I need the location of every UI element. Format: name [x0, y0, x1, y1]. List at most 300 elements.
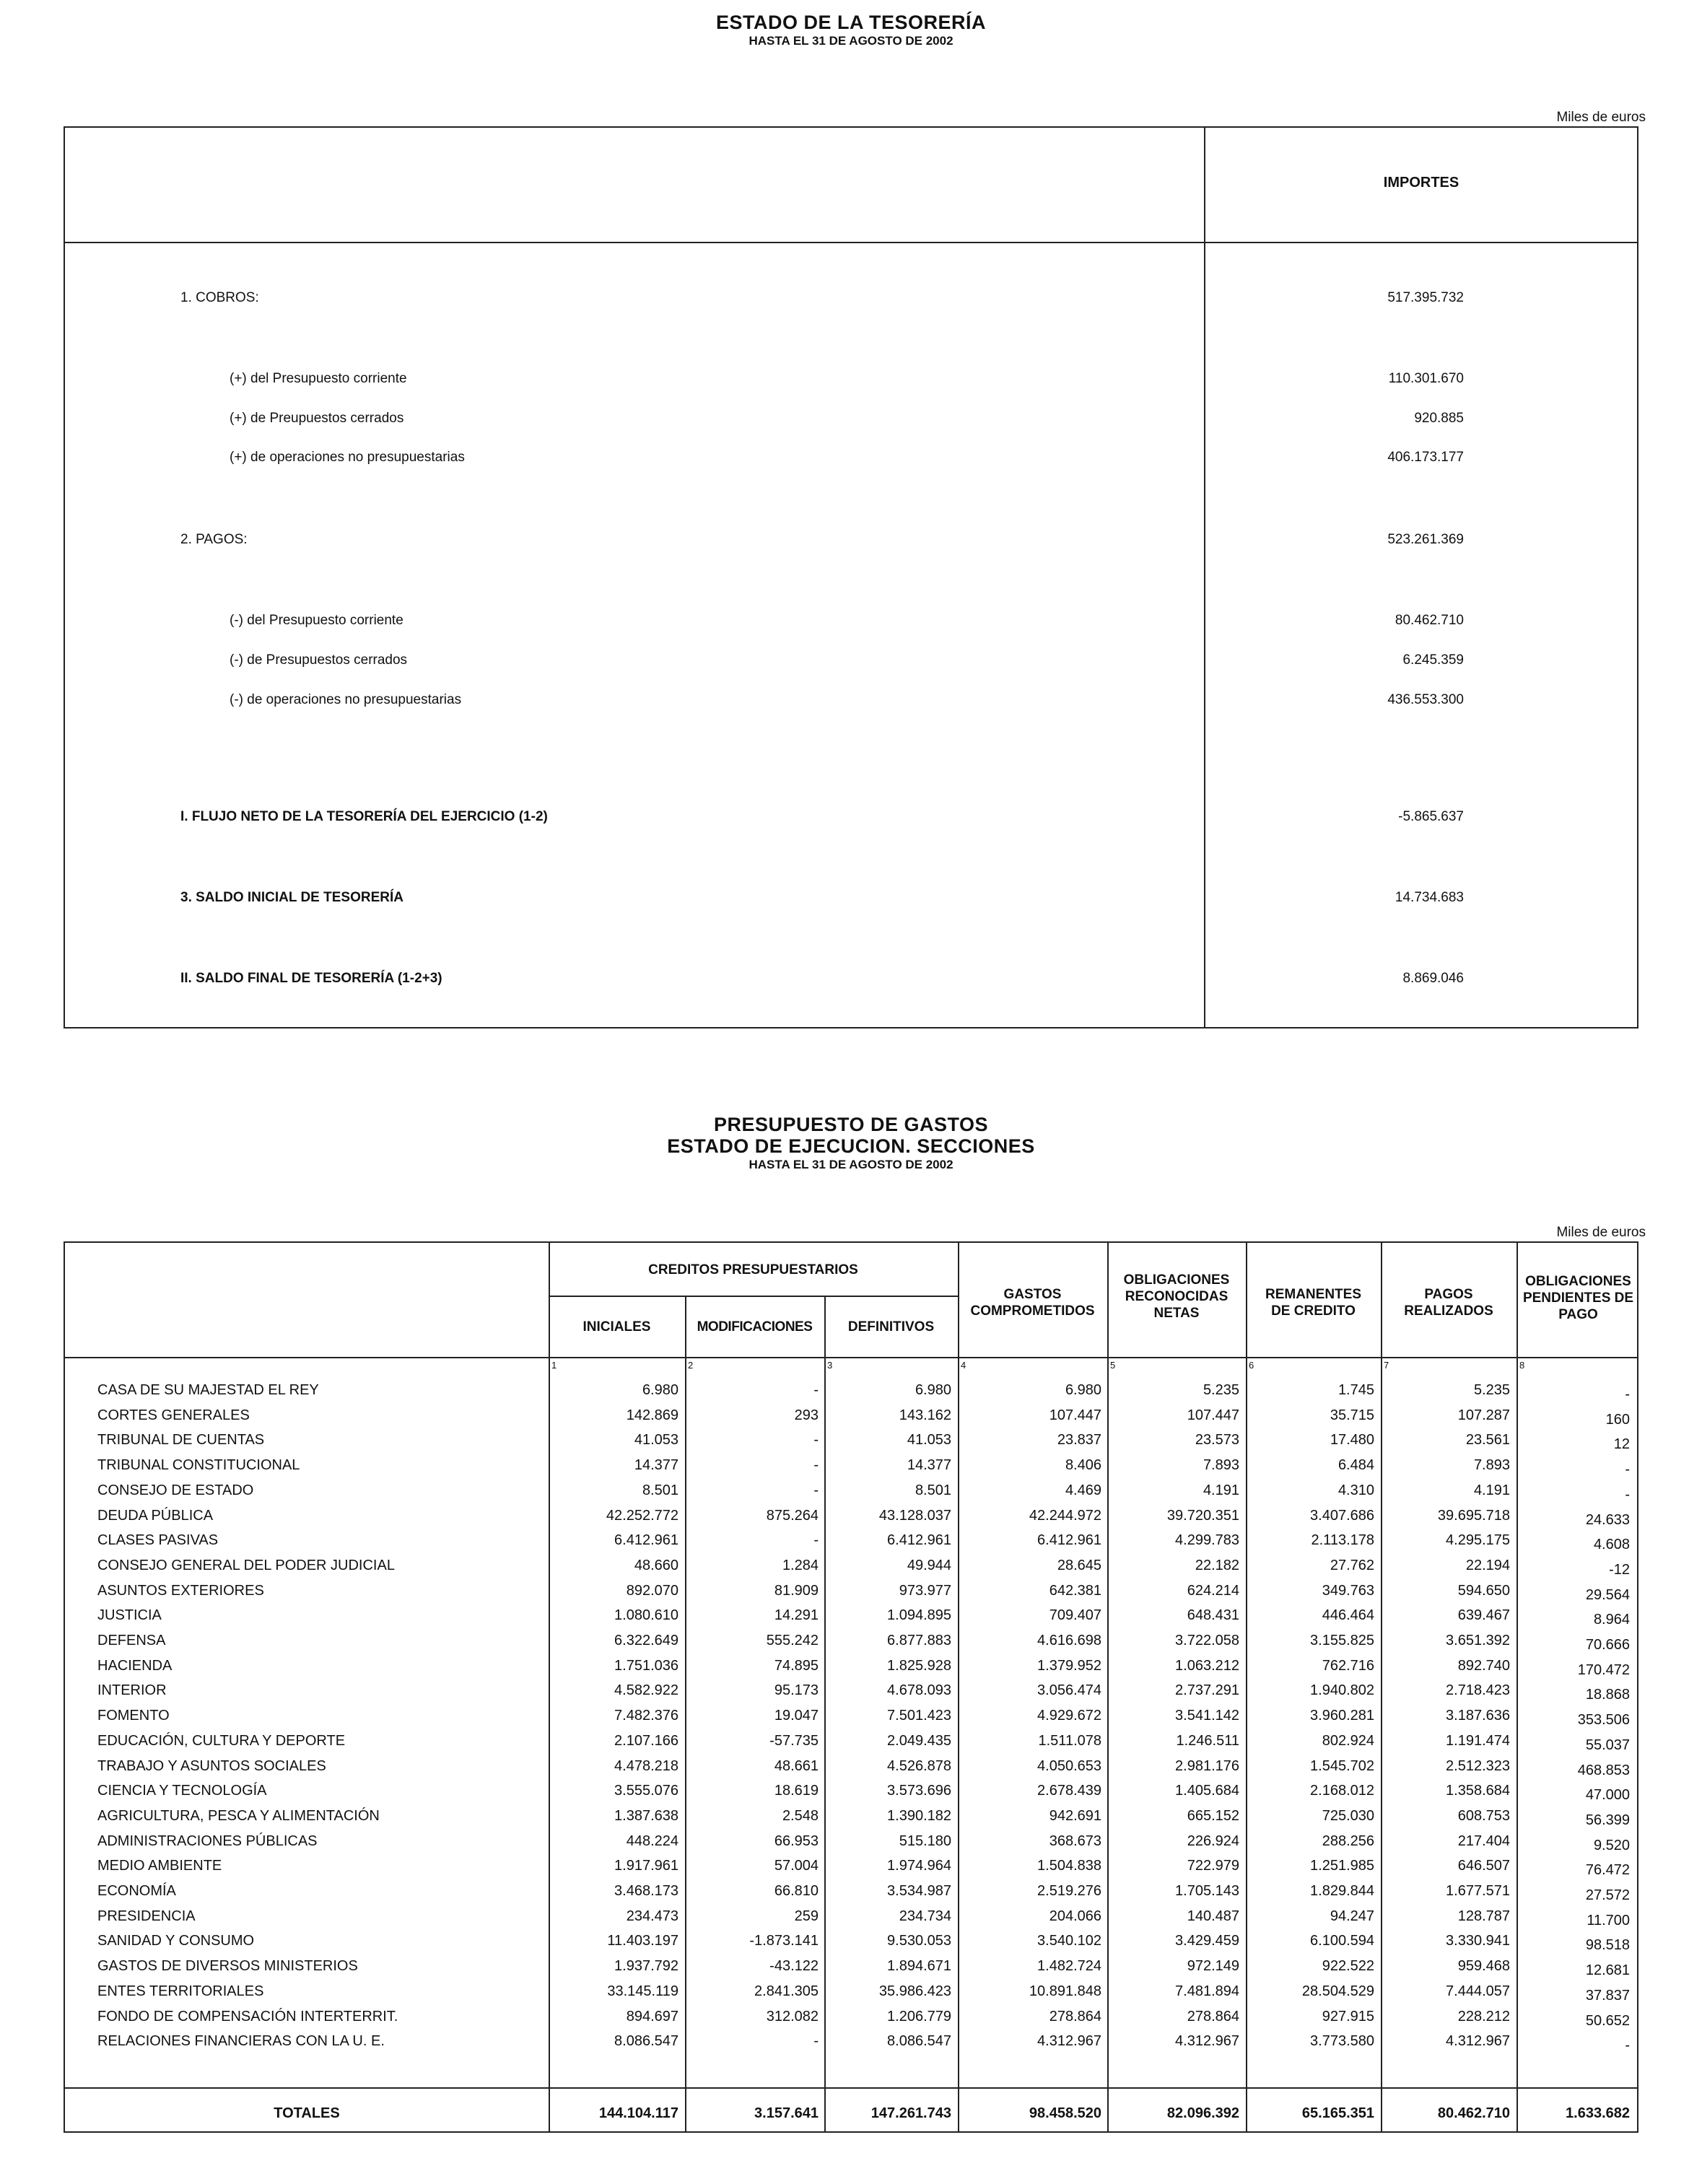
- cell-iniciales: 33.145.119: [607, 1983, 678, 1999]
- header-pagos-line1: PAGOS: [1424, 1287, 1473, 1302]
- cell-comprometidos: 204.066: [1049, 1908, 1101, 1924]
- cell-remanentes: 27.762: [1330, 1557, 1374, 1573]
- cell-iniciales: 448.224: [626, 1833, 678, 1849]
- cell-remanentes: 2.168.012: [1310, 1783, 1374, 1799]
- table-row: [65, 1933, 1637, 1957]
- cell-modificaciones: -: [813, 1532, 819, 1549]
- header-gastos-comprometidos: [958, 1286, 1107, 1319]
- cell-pagos: 5.235: [1473, 1382, 1510, 1398]
- section-name: ENTES TERRITORIALES: [97, 1983, 264, 1999]
- cell-pendientes: 170.472: [1577, 1661, 1630, 1678]
- cell-remanentes: 922.522: [1322, 1958, 1374, 1975]
- col-number: 6: [1249, 1360, 1254, 1371]
- header-obligaciones-reconocidas: [1107, 1272, 1246, 1322]
- cell-pendientes: 37.837: [1585, 1987, 1630, 2004]
- section-name: AGRICULTURA, PESCA Y ALIMENTACIÓN: [97, 1807, 380, 1824]
- treasury-table: [64, 126, 1638, 1028]
- cell-obligaciones: 7.481.894: [1175, 1983, 1239, 1999]
- table-row: [65, 1858, 1637, 1882]
- treasury-row-label: II. SALDO FINAL DE TESORERÍA (1-2+3): [180, 971, 442, 986]
- cell-remanentes: 1.745: [1337, 1382, 1374, 1398]
- cell-iniciales: 3.555.076: [614, 1783, 678, 1799]
- table-row: [65, 1633, 1637, 1657]
- section-name: CLASES PASIVAS: [97, 1532, 219, 1549]
- treasury-row: [65, 652, 1637, 674]
- cell-obligaciones: 3.541.142: [1175, 1708, 1239, 1724]
- cell-comprometidos: 6.980: [1065, 1382, 1101, 1398]
- cell-pendientes: 55.037: [1585, 1737, 1630, 1753]
- header-rem-line1: REMANENTES: [1265, 1287, 1361, 1302]
- header-definitivos: DEFINITIVOS: [847, 1319, 935, 1335]
- cell-remanentes: 3.960.281: [1310, 1708, 1374, 1724]
- cell-comprometidos: 2.519.276: [1037, 1883, 1101, 1899]
- section-name: MEDIO AMBIENTE: [97, 1858, 222, 1874]
- cell-pendientes: 76.472: [1585, 1862, 1630, 1879]
- header-modificaciones: MODIFICACIONES: [697, 1319, 813, 1335]
- treasury-row-amount: 8.869.046: [1402, 971, 1464, 986]
- cell-pendientes: -: [1625, 1486, 1630, 1503]
- cell-comprometidos: 42.244.972: [1029, 1507, 1101, 1524]
- cell-comprometidos: 10.891.848: [1029, 1983, 1101, 1999]
- treasury-row-label: I. FLUJO NETO DE LA TESORERÍA DEL EJERCICIO (1-2): [180, 809, 548, 824]
- table-row: [65, 1558, 1637, 1582]
- cell-remanentes: 288.256: [1322, 1833, 1374, 1849]
- table-row: [65, 1808, 1637, 1833]
- cell-remanentes: 1.829.844: [1310, 1883, 1374, 1899]
- cell-comprometidos: 1.504.838: [1037, 1858, 1101, 1874]
- cell-remanentes: 35.715: [1330, 1407, 1374, 1423]
- cell-definitivos: 1.894.671: [887, 1958, 951, 1975]
- treasury-title-block: [0, 12, 1702, 49]
- cell-pagos: 2.512.323: [1446, 1757, 1510, 1774]
- cell-definitivos: 1.825.928: [887, 1657, 951, 1674]
- cell-comprometidos: 4.616.698: [1037, 1633, 1101, 1648]
- gastos-table: [64, 1241, 1638, 2133]
- cell-comprometidos: 6.412.961: [1037, 1532, 1101, 1549]
- cell-obligaciones: 3.722.058: [1175, 1633, 1239, 1648]
- cell-modificaciones: 14.291: [774, 1607, 819, 1624]
- cell-definitivos: 9.530.053: [887, 1933, 951, 1949]
- cell-pendientes: 47.000: [1585, 1787, 1630, 1804]
- cell-pagos: 217.404: [1457, 1833, 1510, 1849]
- cell-iniciales: 14.377: [634, 1457, 678, 1474]
- cell-remanentes: 802.924: [1322, 1732, 1374, 1749]
- total-modificaciones: 3.157.641: [754, 2105, 819, 2121]
- table-row: [65, 1432, 1637, 1456]
- cell-modificaciones: 2.841.305: [754, 1983, 819, 1999]
- cell-obligaciones: 722.979: [1187, 1858, 1239, 1874]
- cell-pendientes: 12.681: [1585, 1962, 1630, 1979]
- cell-iniciales: 4.582.922: [614, 1682, 678, 1699]
- total-iniciales: 144.104.117: [598, 2105, 678, 2121]
- total-definitivos: 147.261.743: [870, 2105, 951, 2121]
- cell-definitivos: 49.944: [907, 1557, 951, 1573]
- cell-modificaciones: 259: [794, 1908, 819, 1924]
- cell-iniciales: 11.403.197: [607, 1933, 678, 1949]
- cell-iniciales: 4.478.218: [614, 1757, 678, 1774]
- cell-obligaciones: 1.063.212: [1175, 1657, 1239, 1674]
- cell-modificaciones: -1.873.141: [749, 1933, 819, 1949]
- section-name: TRABAJO Y ASUNTOS SOCIALES: [97, 1757, 326, 1774]
- section-name: CONSEJO GENERAL DEL PODER JUDICIAL: [97, 1557, 395, 1573]
- cell-pagos: 4.191: [1473, 1482, 1510, 1498]
- table-row: [65, 1708, 1637, 1732]
- treasury-row-amount: 920.885: [1414, 411, 1464, 426]
- cell-modificaciones: 74.895: [774, 1657, 819, 1674]
- cell-pendientes: -12: [1609, 1561, 1630, 1578]
- cell-pagos: 22.194: [1465, 1557, 1510, 1573]
- gastos-date: HASTA EL 31 DE AGOSTO DE 2002: [749, 1158, 953, 1171]
- cell-obligaciones: 107.447: [1187, 1407, 1239, 1423]
- cell-definitivos: 1.206.779: [887, 2008, 951, 2024]
- header-pagos-line2: REALIZADOS: [1404, 1303, 1493, 1319]
- section-name: INTERIOR: [97, 1682, 167, 1699]
- cell-comprometidos: 3.540.102: [1037, 1933, 1101, 1949]
- header-gastos-line1: GASTOS: [1003, 1287, 1062, 1302]
- treasury-row-label: 1. COBROS:: [180, 290, 259, 305]
- header-pend-line1: OBLIGACIONES: [1525, 1274, 1631, 1289]
- section-name: RELACIONES FINANCIERAS CON LA U. E.: [97, 2033, 385, 2050]
- cell-definitivos: 7.501.423: [887, 1708, 951, 1724]
- cell-modificaciones: 293: [794, 1407, 819, 1423]
- cell-remanentes: 28.504.529: [1301, 1983, 1374, 1999]
- cell-pendientes: -: [1625, 1462, 1630, 1478]
- gastos-header-line: [65, 1357, 1637, 1358]
- cell-remanentes: 6.484: [1337, 1457, 1374, 1474]
- cell-remanentes: 3.155.825: [1310, 1633, 1374, 1648]
- section-name: DEFENSA: [97, 1633, 166, 1648]
- treasury-row: [65, 532, 1637, 554]
- cell-iniciales: 1.917.961: [614, 1858, 678, 1874]
- col-number: 5: [1110, 1360, 1116, 1371]
- cell-pendientes: 24.633: [1585, 1511, 1630, 1528]
- section-name: FOMENTO: [97, 1708, 170, 1724]
- table-row: [65, 1783, 1637, 1807]
- header-pend-line3: PAGO: [1558, 1307, 1598, 1322]
- cell-modificaciones: 18.619: [774, 1783, 819, 1799]
- cell-remanentes: 762.716: [1322, 1657, 1374, 1674]
- table-row: [65, 1508, 1637, 1532]
- section-name: ASUNTOS EXTERIORES: [97, 1582, 264, 1599]
- total-pendientes: 1.633.682: [1566, 2105, 1630, 2121]
- cell-iniciales: 6.412.961: [614, 1532, 678, 1549]
- gastos-units: Miles de euros: [1556, 1225, 1646, 1240]
- section-name: HACIENDA: [97, 1657, 173, 1674]
- cell-pagos: 7.893: [1473, 1457, 1510, 1474]
- col-number: 2: [688, 1360, 694, 1371]
- section-name: FONDO DE COMPENSACIÓN INTERTERRIT.: [97, 2008, 398, 2024]
- table-row: [65, 1908, 1637, 1933]
- cell-comprometidos: 4.929.672: [1037, 1708, 1101, 1724]
- header-remanentes: [1246, 1286, 1381, 1319]
- cell-modificaciones: 48.661: [774, 1757, 819, 1774]
- treasury-row: [65, 809, 1637, 831]
- cell-remanentes: 1.251.985: [1310, 1858, 1374, 1874]
- cell-comprometidos: 8.406: [1065, 1457, 1101, 1474]
- treasury-row-label: 2. PAGOS:: [180, 532, 248, 547]
- cell-modificaciones: -: [813, 1457, 819, 1474]
- cell-obligaciones: 972.149: [1187, 1958, 1239, 1975]
- cell-remanentes: 6.100.594: [1310, 1933, 1374, 1949]
- cell-obligaciones: 648.431: [1187, 1607, 1239, 1624]
- cell-iniciales: 234.473: [626, 1908, 678, 1924]
- cell-pendientes: 56.399: [1585, 1812, 1630, 1828]
- treasury-row: [65, 613, 1637, 634]
- header-pend-line2: PENDIENTES DE: [1522, 1290, 1634, 1306]
- cell-obligaciones: 4.191: [1203, 1482, 1239, 1498]
- cell-pagos: 639.467: [1457, 1607, 1510, 1624]
- cell-definitivos: 1.390.182: [887, 1807, 951, 1824]
- table-row: [65, 1958, 1637, 1983]
- treasury-importes-header: IMPORTES: [1383, 175, 1459, 191]
- cell-remanentes: 4.310: [1337, 1482, 1374, 1498]
- treasury-row-amount: 406.173.177: [1387, 450, 1464, 465]
- cell-modificaciones: 66.810: [774, 1883, 819, 1899]
- table-row: [65, 1607, 1637, 1632]
- cell-pagos: 128.787: [1457, 1908, 1510, 1924]
- cell-iniciales: 41.053: [634, 1432, 678, 1449]
- cell-remanentes: 17.480: [1330, 1432, 1374, 1449]
- cell-obligaciones: 2.981.176: [1175, 1757, 1239, 1774]
- cell-iniciales: 6.980: [642, 1382, 678, 1398]
- cell-comprometidos: 2.678.439: [1037, 1783, 1101, 1799]
- total-comprometidos: 98.458.520: [1029, 2105, 1101, 2121]
- treasury-row: [65, 971, 1637, 992]
- cell-obligaciones: 4.312.967: [1175, 2033, 1239, 2050]
- cell-modificaciones: 19.047: [774, 1708, 819, 1724]
- cell-obligaciones: 140.487: [1187, 1908, 1239, 1924]
- cell-pagos: 892.740: [1457, 1657, 1510, 1674]
- cell-pagos: 228.212: [1457, 2008, 1510, 2024]
- cell-definitivos: 3.573.696: [887, 1783, 951, 1799]
- cell-remanentes: 94.247: [1330, 1908, 1374, 1924]
- treasury-row: [65, 890, 1637, 912]
- header-gastos-line2: COMPROMETIDOS: [970, 1303, 1095, 1319]
- header-oblig-line1: OBLIGACIONES: [1123, 1272, 1230, 1288]
- cell-definitivos: 8.086.547: [887, 2033, 951, 2050]
- table-row: [65, 2033, 1637, 2058]
- cell-pagos: 1.677.571: [1446, 1883, 1510, 1899]
- cell-remanentes: 1.940.802: [1310, 1682, 1374, 1699]
- cell-pagos: 39.695.718: [1437, 1507, 1510, 1524]
- cell-obligaciones: 7.893: [1203, 1457, 1239, 1474]
- treasury-title: ESTADO DE LA TESORERÍA: [715, 12, 987, 33]
- cell-comprometidos: 642.381: [1049, 1582, 1101, 1599]
- cell-obligaciones: 665.152: [1187, 1807, 1239, 1824]
- table-row: [65, 1532, 1637, 1557]
- treasury-row-amount: 517.395.732: [1387, 290, 1464, 305]
- table-row: [65, 2009, 1637, 2033]
- cell-remanentes: 446.464: [1322, 1607, 1374, 1624]
- cell-definitivos: 6.980: [915, 1382, 951, 1398]
- treasury-row-amount: 14.734.683: [1395, 890, 1464, 905]
- treasury-row-label: (-) de Presupuestos cerrados: [230, 652, 408, 668]
- treasury-units: Miles de euros: [1556, 110, 1646, 125]
- cell-remanentes: 725.030: [1322, 1807, 1374, 1824]
- table-row: [65, 1457, 1637, 1482]
- cell-modificaciones: 95.173: [774, 1682, 819, 1699]
- cell-definitivos: 35.986.423: [878, 1983, 951, 1999]
- cell-definitivos: 6.412.961: [887, 1532, 951, 1549]
- cell-comprometidos: 942.691: [1049, 1807, 1101, 1824]
- cell-comprometidos: 709.407: [1049, 1607, 1101, 1624]
- treasury-row-label: (+) de Preupuestos cerrados: [230, 411, 404, 426]
- cell-pendientes: 8.964: [1593, 1612, 1630, 1628]
- table-row: [65, 1733, 1637, 1757]
- cell-comprometidos: 107.447: [1049, 1407, 1101, 1423]
- cell-pagos: 1.191.474: [1446, 1732, 1510, 1749]
- treasury-row-amount: 80.462.710: [1395, 613, 1464, 628]
- cell-modificaciones: 555.242: [766, 1633, 819, 1648]
- cell-pagos: 3.651.392: [1446, 1633, 1510, 1648]
- cell-definitivos: 43.128.037: [878, 1507, 951, 1524]
- section-name: ECONOMÍA: [97, 1883, 176, 1899]
- cell-comprometidos: 1.379.952: [1037, 1657, 1101, 1674]
- section-name: CONSEJO DE ESTADO: [97, 1482, 254, 1498]
- section-name: CASA DE SU MAJESTAD EL REY: [97, 1382, 319, 1398]
- section-name: TRIBUNAL DE CUENTAS: [97, 1432, 265, 1449]
- cell-modificaciones: 66.953: [774, 1833, 819, 1849]
- section-name: GASTOS DE DIVERSOS MINISTERIOS: [97, 1958, 358, 1975]
- cell-definitivos: 973.977: [899, 1582, 951, 1599]
- cell-obligaciones: 2.737.291: [1175, 1682, 1239, 1699]
- gastos-totals-line: [65, 2087, 1637, 2089]
- cell-pendientes: 468.853: [1577, 1762, 1630, 1778]
- table-row: [65, 1682, 1637, 1707]
- cell-obligaciones: 5.235: [1203, 1382, 1239, 1398]
- cell-iniciales: 8.501: [642, 1482, 678, 1498]
- cell-definitivos: 234.734: [899, 1908, 951, 1924]
- cell-definitivos: 41.053: [907, 1432, 951, 1449]
- cell-definitivos: 1.094.895: [887, 1607, 951, 1624]
- treasury-row-label: (-) de operaciones no presupuestarias: [230, 692, 462, 707]
- cell-comprometidos: 3.056.474: [1037, 1682, 1101, 1699]
- header-iniciales: INICIALES: [582, 1319, 651, 1335]
- treasury-row: [65, 411, 1637, 432]
- section-name: ADMINISTRACIONES PÚBLICAS: [97, 1833, 318, 1849]
- treasury-row-label: (+) del Presupuesto corriente: [230, 371, 407, 386]
- cell-pagos: 594.650: [1457, 1582, 1510, 1599]
- cell-remanentes: 2.113.178: [1311, 1532, 1374, 1549]
- cell-pendientes: 353.506: [1577, 1712, 1630, 1729]
- cell-obligaciones: 23.573: [1195, 1432, 1239, 1449]
- cell-comprometidos: 278.864: [1049, 2008, 1101, 2024]
- treasury-row-label: 3. SALDO INICIAL DE TESORERÍA: [180, 890, 403, 905]
- treasury-row-label: (-) del Presupuesto corriente: [230, 613, 403, 628]
- cell-comprometidos: 1.511.078: [1038, 1732, 1101, 1749]
- section-name: CORTES GENERALES: [97, 1407, 250, 1423]
- cell-definitivos: 3.534.987: [887, 1883, 951, 1899]
- cell-pendientes: 160: [1605, 1411, 1630, 1428]
- section-name: SANIDAD Y CONSUMO: [97, 1933, 255, 1949]
- cell-modificaciones: -57.735: [769, 1732, 819, 1749]
- cell-iniciales: 6.322.649: [614, 1633, 678, 1648]
- treasury-header-divider: [65, 242, 1637, 243]
- cell-remanentes: 3.407.686: [1310, 1507, 1374, 1524]
- gastos-title-block: [0, 1114, 1702, 1173]
- cell-remanentes: 349.763: [1322, 1582, 1374, 1599]
- cell-obligaciones: 226.924: [1187, 1833, 1239, 1849]
- gastos-subtitle: ESTADO DE EJECUCION. SECCIONES: [667, 1135, 1035, 1157]
- cell-modificaciones: 57.004: [774, 1858, 819, 1874]
- treasury-row-amount: 6.245.359: [1402, 652, 1464, 668]
- cell-pendientes: -: [1625, 1386, 1630, 1402]
- cell-pagos: 3.330.941: [1446, 1933, 1510, 1949]
- cell-pendientes: 4.608: [1593, 1537, 1630, 1553]
- cell-pagos: 959.468: [1457, 1958, 1510, 1975]
- cell-pendientes: 18.868: [1585, 1687, 1630, 1703]
- gastos-group-header: CREDITOS PRESUPUESTARIOS: [648, 1262, 858, 1277]
- cell-modificaciones: -: [813, 1482, 819, 1498]
- cell-definitivos: 4.678.093: [887, 1682, 951, 1699]
- total-pagos: 80.462.710: [1437, 2105, 1510, 2121]
- header-oblig-line2: RECONOCIDAS: [1125, 1289, 1229, 1304]
- table-row: [65, 1833, 1637, 1858]
- section-name: PRESIDENCIA: [97, 1908, 196, 1924]
- cell-iniciales: 2.107.166: [614, 1732, 678, 1749]
- section-name: EDUCACIÓN, CULTURA Y DEPORTE: [97, 1732, 346, 1749]
- cell-pagos: 3.187.636: [1446, 1708, 1510, 1724]
- table-row: [65, 1382, 1637, 1407]
- cell-pendientes: 9.520: [1593, 1837, 1630, 1853]
- cell-comprometidos: 1.482.724: [1037, 1958, 1101, 1975]
- cell-pagos: 4.312.967: [1446, 2033, 1510, 2050]
- col-number: 7: [1384, 1360, 1389, 1371]
- cell-remanentes: 1.545.702: [1310, 1757, 1374, 1774]
- total-obligaciones: 82.096.392: [1166, 2105, 1239, 2121]
- treasury-row: [65, 371, 1637, 393]
- cell-iniciales: 1.751.036: [614, 1657, 678, 1674]
- treasury-row-amount: -5.865.637: [1398, 809, 1464, 824]
- cell-remanentes: 3.773.580: [1310, 2033, 1374, 2050]
- treasury-row-amount: 110.301.670: [1388, 371, 1464, 386]
- cell-iniciales: 1.080.610: [614, 1607, 678, 1624]
- cell-pagos: 608.753: [1457, 1807, 1510, 1824]
- cell-obligaciones: 624.214: [1187, 1582, 1239, 1599]
- cell-obligaciones: 1.705.143: [1175, 1883, 1239, 1899]
- table-row: [65, 1883, 1637, 1908]
- col-number: 4: [961, 1360, 966, 1371]
- treasury-row: [65, 290, 1637, 312]
- cell-comprometidos: 23.837: [1057, 1432, 1101, 1449]
- cell-pendientes: 29.564: [1585, 1586, 1630, 1603]
- cell-modificaciones: -: [813, 1382, 819, 1398]
- cell-iniciales: 142.869: [626, 1407, 678, 1423]
- cell-comprometidos: 368.673: [1049, 1833, 1101, 1849]
- cell-iniciales: 48.660: [634, 1557, 678, 1573]
- cell-pagos: 4.295.175: [1446, 1532, 1510, 1549]
- cell-modificaciones: -: [813, 1432, 819, 1449]
- cell-iniciales: 894.697: [626, 2008, 678, 2024]
- cell-modificaciones: 2.548: [782, 1807, 819, 1824]
- cell-obligaciones: 3.429.459: [1175, 1933, 1239, 1949]
- cell-modificaciones: 81.909: [774, 1582, 819, 1599]
- cell-pagos: 1.358.684: [1446, 1783, 1510, 1799]
- cell-modificaciones: -: [813, 2033, 819, 2050]
- cell-obligaciones: 1.405.684: [1175, 1783, 1239, 1799]
- table-row: [65, 1583, 1637, 1607]
- table-row: [65, 1983, 1637, 2008]
- header-oblig-line3: NETAS: [1153, 1306, 1200, 1321]
- cell-definitivos: 8.501: [915, 1482, 951, 1498]
- table-row: [65, 1482, 1637, 1507]
- cell-comprometidos: 28.645: [1057, 1557, 1101, 1573]
- table-row: [65, 1407, 1637, 1432]
- col-number: 1: [551, 1360, 557, 1371]
- section-name: CIENCIA Y TECNOLOGÍA: [97, 1783, 267, 1799]
- cell-pendientes: 50.652: [1585, 2012, 1630, 2029]
- header-pagos-realizados: [1381, 1286, 1516, 1319]
